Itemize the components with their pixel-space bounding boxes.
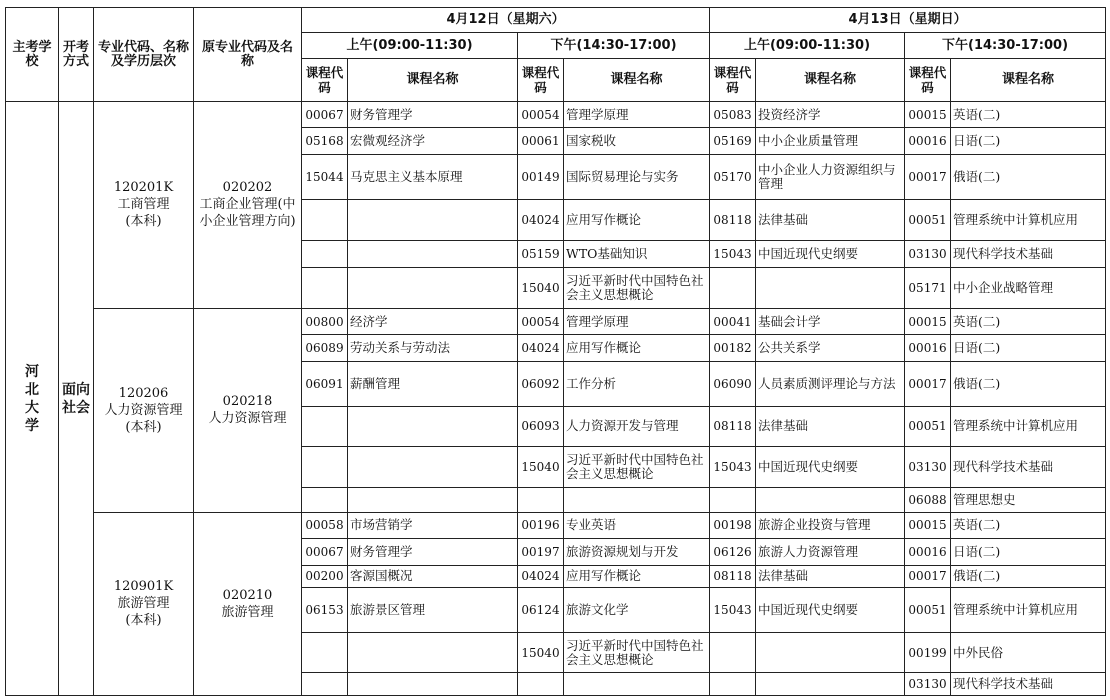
- course-name: [756, 268, 905, 309]
- course-name: 俄语(二): [951, 565, 1106, 587]
- header-course: 课程名称: [564, 59, 710, 102]
- course-name: 法律基础: [756, 199, 905, 240]
- orig-major-cell: [194, 102, 302, 309]
- course-code: 00182: [710, 335, 756, 361]
- course-code: [302, 268, 348, 309]
- major-level: (本科): [125, 613, 162, 629]
- course-name: 薪酬管理: [348, 361, 518, 406]
- course-code: 00015: [905, 102, 951, 128]
- course-code: 00061: [518, 128, 564, 154]
- course-name: WTO基础知识: [564, 240, 710, 268]
- orig-major-orig-name: 旅游管理: [221, 604, 274, 620]
- course-code: 08118: [710, 565, 756, 587]
- header-day1-am: 上午(09:00-11:30): [302, 33, 518, 59]
- header-course: 课程名称: [951, 59, 1106, 102]
- course-name: [348, 406, 518, 447]
- header-day-1: 4月12日（星期六）: [302, 8, 710, 33]
- orig-major-orig-code: 020202: [222, 180, 273, 196]
- course-code: 03130: [905, 240, 951, 268]
- header-day1-pm: 下午(14:30-17:00): [518, 33, 710, 59]
- course-code: 00015: [905, 512, 951, 538]
- course-code: [302, 488, 348, 512]
- course-code: 06124: [518, 587, 564, 632]
- course-name: 法律基础: [756, 565, 905, 587]
- orig-major-orig-name: 工商企业管理(中小企业管理方向): [199, 197, 296, 230]
- course-name: 现代科学技术基础: [951, 673, 1106, 696]
- course-code: 00067: [302, 539, 348, 565]
- header-day2-pm: 下午(14:30-17:00): [905, 33, 1106, 59]
- course-name: [564, 488, 710, 512]
- table-row: [6, 308, 1106, 334]
- course-name: 现代科学技术基础: [951, 240, 1106, 268]
- course-name: [348, 240, 518, 268]
- course-code: [710, 268, 756, 309]
- course-code: 08118: [710, 199, 756, 240]
- course-code: [302, 632, 348, 673]
- course-name: 经济学: [348, 308, 518, 334]
- course-name: 劳动关系与劳动法: [348, 335, 518, 361]
- course-code: 00197: [518, 539, 564, 565]
- course-name: 应用写作概论: [564, 199, 710, 240]
- course-name: [348, 199, 518, 240]
- course-code: 00054: [518, 308, 564, 334]
- course-name: 俄语(二): [951, 154, 1106, 199]
- course-code: [710, 632, 756, 673]
- header-code: 课程代码: [905, 59, 951, 102]
- course-name: 公共关系学: [756, 335, 905, 361]
- course-name: 管理系统中计算机应用: [951, 587, 1106, 632]
- course-code: 15043: [710, 240, 756, 268]
- course-name: 中小企业战略管理: [951, 268, 1106, 309]
- course-code: [302, 240, 348, 268]
- course-name: 俄语(二): [951, 361, 1106, 406]
- course-name: 日语(二): [951, 335, 1106, 361]
- exam-mode: 面向 社会: [59, 102, 94, 696]
- course-name: 现代科学技术基础: [951, 447, 1106, 488]
- course-code: 15040: [518, 632, 564, 673]
- header-school: 主考学校: [6, 8, 59, 102]
- course-name: 英语(二): [951, 308, 1106, 334]
- course-code: 06091: [302, 361, 348, 406]
- course-name: [564, 673, 710, 696]
- course-name: 宏微观经济学: [348, 128, 518, 154]
- course-name: [348, 673, 518, 696]
- course-name: 专业英语: [564, 512, 710, 538]
- course-name: 管理学原理: [564, 308, 710, 334]
- course-code: 00051: [905, 199, 951, 240]
- course-code: 15044: [302, 154, 348, 199]
- header-day2-am: 上午(09:00-11:30): [710, 33, 905, 59]
- course-code: 00017: [905, 154, 951, 199]
- major-major-name: 工商管理: [117, 197, 170, 213]
- course-code: 06090: [710, 361, 756, 406]
- course-name: 英语(二): [951, 512, 1106, 538]
- course-name: 财务管理学: [348, 102, 518, 128]
- course-name: 中国近现代史纲要: [756, 447, 905, 488]
- course-name: 投资经济学: [756, 102, 905, 128]
- course-code: 00016: [905, 128, 951, 154]
- course-code: 00015: [905, 308, 951, 334]
- course-code: [710, 488, 756, 512]
- course-code: 04024: [518, 565, 564, 587]
- course-name: 旅游企业投资与管理: [756, 512, 905, 538]
- major-level: (本科): [125, 419, 162, 435]
- course-code: [302, 447, 348, 488]
- course-code: 00016: [905, 335, 951, 361]
- course-name: [348, 488, 518, 512]
- course-name: 人员素质测评理论与方法: [756, 361, 905, 406]
- course-code: [518, 673, 564, 696]
- major-major-code: 120201K: [113, 180, 174, 196]
- orig-major-orig-code: 020210: [222, 587, 273, 603]
- course-code: 00016: [905, 539, 951, 565]
- course-code: 00149: [518, 154, 564, 199]
- course-code: [710, 673, 756, 696]
- course-code: 00067: [302, 102, 348, 128]
- course-name: 工作分析: [564, 361, 710, 406]
- course-name: 管理系统中计算机应用: [951, 406, 1106, 447]
- header-code: 课程代码: [710, 59, 756, 102]
- course-code: 00198: [710, 512, 756, 538]
- course-code: 00196: [518, 512, 564, 538]
- course-code: 05159: [518, 240, 564, 268]
- major-level: (本科): [125, 214, 162, 230]
- course-code: 03130: [905, 447, 951, 488]
- course-code: 15043: [710, 447, 756, 488]
- course-name: 旅游景区管理: [348, 587, 518, 632]
- course-name: 马克思主义基本原理: [348, 154, 518, 199]
- course-name: [756, 673, 905, 696]
- course-code: 05168: [302, 128, 348, 154]
- course-name: 习近平新时代中国特色社会主义思想概论: [564, 447, 710, 488]
- orig-major-cell: [194, 512, 302, 695]
- major-cell: [94, 308, 194, 512]
- table-row: [6, 102, 1106, 128]
- course-name: 习近平新时代中国特色社会主义思想概论: [564, 632, 710, 673]
- course-code: 00200: [302, 565, 348, 587]
- course-code: [302, 199, 348, 240]
- course-name: 英语(二): [951, 102, 1106, 128]
- course-code: [302, 406, 348, 447]
- course-code: 08118: [710, 406, 756, 447]
- course-code: 05171: [905, 268, 951, 309]
- course-code: 05083: [710, 102, 756, 128]
- course-name: 日语(二): [951, 128, 1106, 154]
- course-code: 00051: [905, 587, 951, 632]
- header-mode: 开考方式: [59, 8, 94, 102]
- header-orig-major: 原专业代码及名称: [194, 8, 302, 102]
- major-major-name: 人力资源管理: [104, 402, 183, 418]
- header-code: 课程代码: [302, 59, 348, 102]
- schedule-body: [6, 102, 1106, 696]
- course-code: 00041: [710, 308, 756, 334]
- course-code: 06089: [302, 335, 348, 361]
- course-code: 06092: [518, 361, 564, 406]
- major-cell: [94, 512, 194, 695]
- major-cell: [94, 102, 194, 309]
- course-code: 00051: [905, 406, 951, 447]
- orig-major-orig-name: 人力资源管理: [208, 411, 287, 427]
- course-name: [348, 268, 518, 309]
- major-major-code: 120206: [118, 385, 169, 401]
- course-name: 财务管理学: [348, 539, 518, 565]
- course-name: 管理系统中计算机应用: [951, 199, 1106, 240]
- header-course: 课程名称: [348, 59, 518, 102]
- course-code: [518, 488, 564, 512]
- course-code: 03130: [905, 673, 951, 696]
- course-code: 00800: [302, 308, 348, 334]
- course-code: 15043: [710, 587, 756, 632]
- course-name: 旅游人力资源管理: [756, 539, 905, 565]
- course-code: 00017: [905, 361, 951, 406]
- course-name: 旅游文化学: [564, 587, 710, 632]
- major-major-code: 120901K: [113, 579, 174, 595]
- course-code: 06153: [302, 587, 348, 632]
- course-name: 国家税收: [564, 128, 710, 154]
- course-name: 中国近现代史纲要: [756, 240, 905, 268]
- course-code: 04024: [518, 335, 564, 361]
- course-name: 管理学原理: [564, 102, 710, 128]
- orig-major-orig-code: 020218: [222, 394, 273, 410]
- course-name: 中小企业人力资源组织与管理: [756, 154, 905, 199]
- course-code: 06093: [518, 406, 564, 447]
- course-code: 04024: [518, 199, 564, 240]
- course-name: 应用写作概论: [564, 335, 710, 361]
- header-course: 课程名称: [756, 59, 905, 102]
- course-name: 管理思想史: [951, 488, 1106, 512]
- course-name: [756, 632, 905, 673]
- course-code: 15040: [518, 268, 564, 309]
- course-name: [348, 447, 518, 488]
- course-name: [756, 488, 905, 512]
- school-name: 河 北 大 学: [6, 102, 59, 696]
- course-code: 00058: [302, 512, 348, 538]
- course-name: 市场营销学: [348, 512, 518, 538]
- major-major-name: 旅游管理: [117, 596, 170, 612]
- course-code: [302, 673, 348, 696]
- course-name: 旅游资源规划与开发: [564, 539, 710, 565]
- course-name: [348, 632, 518, 673]
- course-name: 中外民俗: [951, 632, 1106, 673]
- course-code: 05170: [710, 154, 756, 199]
- course-name: 国际贸易理论与实务: [564, 154, 710, 199]
- course-name: 客源国概况: [348, 565, 518, 587]
- course-name: 中国近现代史纲要: [756, 587, 905, 632]
- orig-major-cell: [194, 308, 302, 512]
- course-code: 05169: [710, 128, 756, 154]
- course-code: 06126: [710, 539, 756, 565]
- header-code: 课程代码: [518, 59, 564, 102]
- course-name: 中小企业质量管理: [756, 128, 905, 154]
- course-name: 基础会计学: [756, 308, 905, 334]
- course-code: 15040: [518, 447, 564, 488]
- course-name: 法律基础: [756, 406, 905, 447]
- course-code: 06088: [905, 488, 951, 512]
- header-major: 专业代码、名称及学历层次: [94, 8, 194, 102]
- table-row: [6, 512, 1106, 538]
- course-code: 00199: [905, 632, 951, 673]
- exam-schedule-table: [5, 7, 1106, 696]
- course-code: 00054: [518, 102, 564, 128]
- course-name: 人力资源开发与管理: [564, 406, 710, 447]
- header-day-2: 4月13日（星期日）: [710, 8, 1106, 33]
- course-name: 应用写作概论: [564, 565, 710, 587]
- course-name: 习近平新时代中国特色社会主义思想概论: [564, 268, 710, 309]
- course-name: 日语(二): [951, 539, 1106, 565]
- course-code: 00017: [905, 565, 951, 587]
